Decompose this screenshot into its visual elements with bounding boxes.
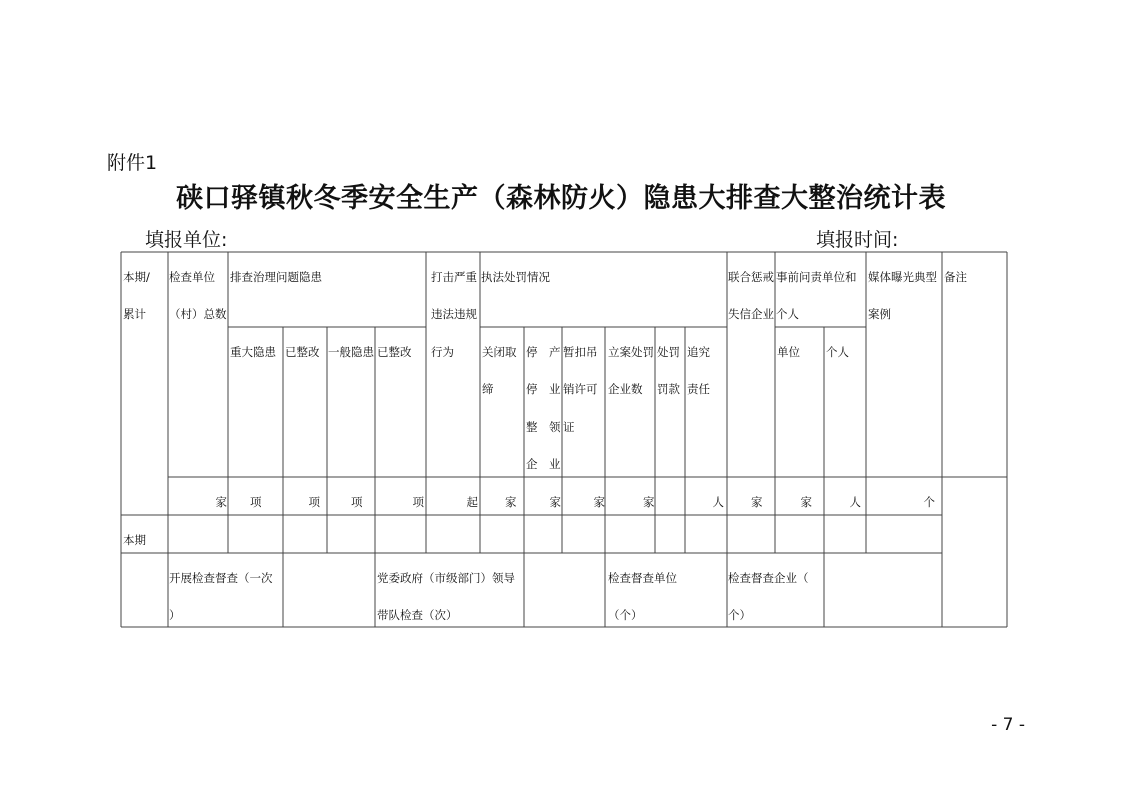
header-close: 缔 [482,382,494,396]
unit-cell: 项 [250,495,262,509]
header-major-hazards: 重大隐患 [230,345,276,359]
header-rectified: 已整改 [377,345,412,359]
page-title: 硖口驿镇秋冬季安全生产（森林防火）隐患大排查大整治统计表 [176,183,946,214]
attachment-label: 附件1 [107,152,158,174]
header-accountable: 事前问责单位和 [776,270,857,284]
header-filed-cases: 立案处罚 [608,345,654,359]
inspected-units-label: （个） [608,608,643,622]
header-suspend: 整 [526,420,538,434]
header-general-hazards: 一般隐患 [328,345,374,359]
page-number: - 7 - [991,715,1025,735]
unit-cell: 家 [751,495,763,509]
unit-cell: 家 [505,495,517,509]
header-joint-punishment: 联合惩戒 [728,270,774,284]
unit-cell: 项 [351,495,363,509]
header-check-units: （村）总数 [169,307,227,321]
header-accountability: 责任 [687,382,710,396]
header-joint-punishment: 失信企业 [728,307,774,321]
header-crackdown: 打击严重 [431,270,477,284]
party-led-label: 带队检查（次） [377,608,458,622]
header-unit: 单位 [777,345,800,359]
header-crackdown: 违法违规 [431,307,477,321]
unit-cell: 人 [849,495,861,509]
header-fines: 处罚 [657,345,680,359]
header-period: 本期/ [123,270,150,284]
unit-cell: 起 [466,495,478,509]
unit-cell: 项 [308,495,320,509]
unit-cell: 家 [643,495,655,509]
unit-cell: 个 [923,495,935,509]
header-accountability: 追究 [687,345,710,359]
header-suspend: 产 [549,345,561,359]
header-revoke-license: 销许可 [563,382,598,396]
unit-cell: 项 [412,495,424,509]
header-hazards: 排查治理问题隐患 [230,270,322,284]
inspections-label: ） [169,608,181,622]
header-remarks: 备注 [944,270,967,284]
header-suspend: 停 [526,382,538,396]
inspections-label: 开展检查督查（一次 [169,571,273,585]
row-current-label: 本期 [123,533,146,547]
header-suspend: 停 [526,345,538,359]
unit-cell: 家 [215,495,227,509]
unit-cell: 人 [712,495,724,509]
header-suspend: 领 [549,420,561,434]
header-enforcement: 执法处罚情况 [481,270,550,284]
header-period: 累计 [123,307,146,321]
header-revoke-license: 证 [563,420,575,434]
header-revoke-license: 暂扣吊 [563,345,598,359]
header-media: 媒体曝光典型 [868,270,937,284]
header-suspend: 业 [549,457,561,471]
report-time-label: 填报时间: [816,229,899,251]
header-fines: 罚款 [657,382,680,396]
inspected-units-label: 检查督查单位 [608,571,677,585]
unit-cell: 家 [593,495,605,509]
unit-cell: 家 [800,495,812,509]
report-unit-label: 填报单位: [145,229,228,251]
header-suspend: 企 [526,457,538,471]
header-suspend: 业 [549,382,561,396]
header-close: 关闭取 [482,345,517,359]
header-media: 案例 [868,307,891,321]
inspected-enterprises-label: 检查督查企业（ [728,571,809,585]
header-crackdown: 行为 [431,345,454,359]
header-check-units: 检查单位 [169,270,215,284]
inspected-enterprises-label: 个） [728,608,751,622]
unit-cell: 家 [549,495,561,509]
header-rectified: 已整改 [285,345,320,359]
header-accountable: 个人 [776,307,799,321]
header-person: 个人 [826,345,849,359]
header-filed-cases: 企业数 [608,382,643,396]
party-led-label: 党委政府（市级部门）领导 [377,571,515,585]
